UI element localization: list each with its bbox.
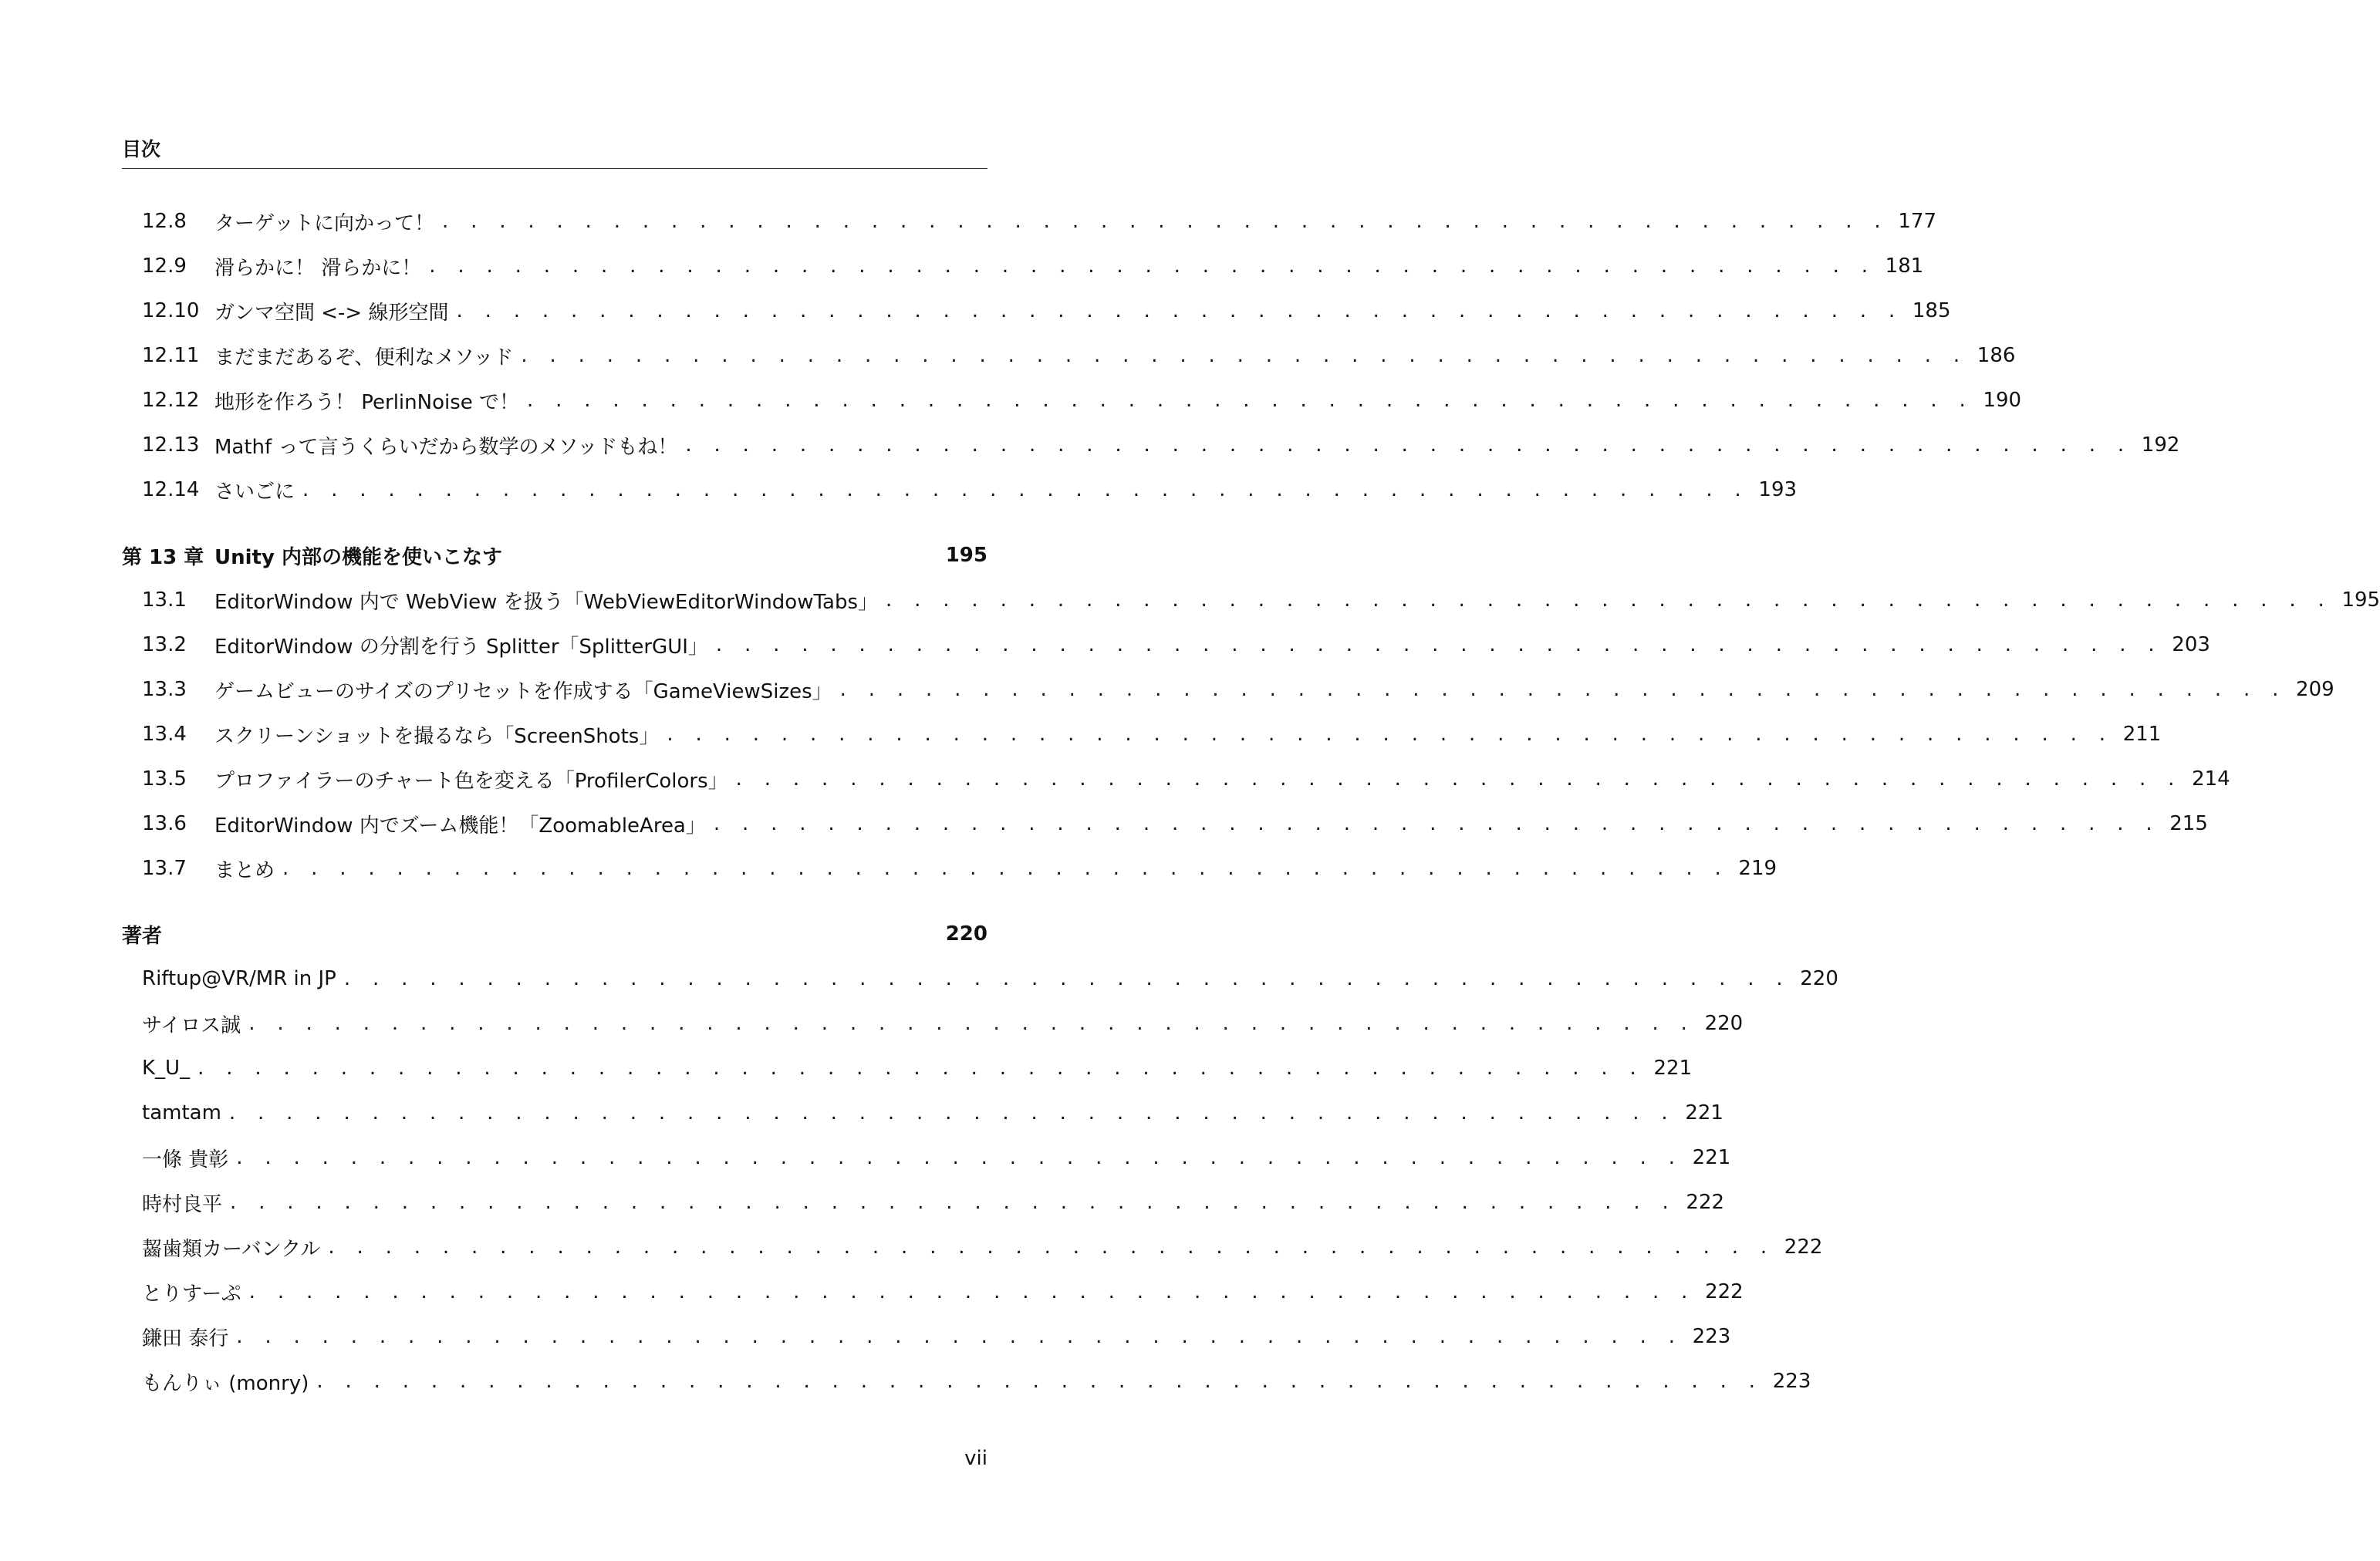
leader-dots: . . . . . . . . . . . . . . . . . . . . . . . . . . . . . . . . . . . . . . . . . . . . . . . . . . . bbox=[441, 210, 1889, 233]
page-number: 211 bbox=[2122, 723, 2162, 746]
page-number: 193 bbox=[1758, 478, 1798, 501]
section-title: スクリーンショットを撮るなら「ScreenShots」 bbox=[214, 724, 660, 748]
toc-chapter-13[interactable] bbox=[122, 533, 987, 578]
section-number: 12.11 bbox=[142, 344, 200, 367]
page-number: 185 bbox=[1912, 299, 1951, 322]
toc-author-entry[interactable] bbox=[122, 1046, 1693, 1091]
toc-entry-13-5[interactable] bbox=[122, 757, 2230, 801]
section-title: EditorWindow の分割を行う Splitter「SplitterGUI」 bbox=[214, 635, 708, 659]
leader-dots: . . . . . . . . . . . . . . . . . . . . . . . . . . . . . . . . . . . . . . . . . . . . . . . . . . . bbox=[527, 389, 1974, 412]
table-of-contents bbox=[122, 199, 2380, 1404]
toc-entry-13-1[interactable] bbox=[122, 578, 2380, 622]
toc-author-entry[interactable] bbox=[122, 1001, 1744, 1046]
toc-author-entry[interactable] bbox=[122, 1091, 1723, 1135]
toc-entry-12-12[interactable] bbox=[122, 378, 2022, 423]
page-number: 177 bbox=[1898, 210, 1936, 233]
toc-entry-12-11[interactable] bbox=[122, 333, 2016, 378]
section-title: Mathf って言うくらいだから数学のメソッドもね！ bbox=[214, 435, 678, 459]
author-name: 齧歯類カーバンクル bbox=[142, 1237, 321, 1261]
page-number: 221 bbox=[1653, 1057, 1693, 1080]
section-title: 地形を作ろう！ PerlinNoise で！ bbox=[214, 390, 520, 414]
toc-entry-13-6[interactable] bbox=[122, 801, 2208, 846]
page-number: 222 bbox=[1705, 1280, 1744, 1303]
leader-dots: . . . . . . . . . . . . . . . . . . . . . . . . . . . . . . . . . . . . . . . . . . . . . . . . . . . bbox=[886, 588, 2333, 612]
page-number: 222 bbox=[1686, 1191, 1725, 1214]
toc-chapter-authors[interactable] bbox=[122, 912, 987, 956]
page-number: 192 bbox=[2141, 433, 2180, 457]
section-title: まだまだあるぞ、便利なメソッド bbox=[214, 346, 514, 369]
section-title: ガンマ空間 <-> 線形空間 bbox=[214, 301, 449, 325]
page-number: 186 bbox=[1977, 344, 2016, 367]
toc-author-entry[interactable] bbox=[122, 1180, 1725, 1225]
toc-author-entry[interactable] bbox=[122, 1135, 1731, 1180]
page-number: 220 bbox=[1704, 1012, 1744, 1035]
leader-dots: . . . . . . . . . . . . . . . . . . . . . . . . . . . . . . . . . . . . . . . . . . . . . . . . . . . bbox=[667, 723, 2114, 746]
section-title: ターゲットに向かって！ bbox=[214, 211, 434, 235]
section-number: 13.1 bbox=[142, 588, 187, 612]
page-header bbox=[122, 134, 987, 169]
toc-entry-12-9[interactable] bbox=[122, 244, 1924, 288]
page-number: 221 bbox=[1685, 1101, 1723, 1124]
page-number: 221 bbox=[1692, 1146, 1731, 1169]
section-number: 12.10 bbox=[142, 299, 200, 322]
section-title: EditorWindow 内でズーム機能！「ZoomableArea」 bbox=[214, 814, 706, 838]
section-number: 13.2 bbox=[142, 633, 187, 656]
section-title: ゲームビューのサイズのプリセットを作成する「GameViewSizes」 bbox=[214, 679, 832, 703]
leader-dots: . . . . . . . . . . . . . . . . . . . . . . . . . . . . . . . . . . . . . . . . . . . . . . . . . . . bbox=[328, 1236, 1775, 1259]
leader-dots: . . . . . . . . . . . . . . . . . . . . . . . . . . . . . . . . . . . . . . . . . . . . . . . . . . . bbox=[248, 1012, 1696, 1035]
leader-dots: . . . . . . . . . . . . . . . . . . . . . . . . . . . . . . . . . . . . . . . . . . . . . . . . . . . bbox=[236, 1146, 1683, 1169]
page-number: 195 bbox=[2341, 588, 2380, 612]
toc-entry-12-8[interactable] bbox=[122, 199, 1936, 244]
leader-dots: . . . . . . . . . . . . . . . . . . . . . . . . . . . . . . . . . . . . . . . . . . . . . . . . . . . bbox=[282, 857, 1730, 880]
toc-author-entry[interactable] bbox=[122, 1269, 1744, 1314]
leader-dots: . . . . . . . . . . . . . . . . . . . . . . . . . . . . . . . . . . . . . . . . . . . . . . . . . . . bbox=[521, 344, 1968, 367]
section-number: 12.8 bbox=[142, 210, 187, 233]
author-name: K_U_ bbox=[142, 1057, 191, 1080]
page-number: 203 bbox=[2172, 633, 2210, 656]
leader-dots: . . . . . . . . . . . . . . . . . . . . . . . . . . . . . . . . . . . . . . . . . . . . . . . . . . . bbox=[228, 1101, 1676, 1124]
section-title: EditorWindow 内で WebView を扱う「WebViewEditorWindowTabs」 bbox=[214, 590, 879, 614]
toc-entry-12-10[interactable] bbox=[122, 288, 1951, 333]
chapter-number: 第 13 章 bbox=[122, 545, 204, 569]
section-number: 13.4 bbox=[142, 723, 187, 746]
toc-author-entry[interactable] bbox=[122, 1314, 1731, 1359]
leader-dots: . . . . . . . . . . . . . . . . . . . . . . . . . . . . . . . . . . . . . . . . . . . . . . . . . . . bbox=[316, 1370, 1764, 1393]
toc-entry-13-4[interactable] bbox=[122, 712, 2162, 757]
page-number: 215 bbox=[2169, 812, 2208, 835]
toc-author-entry[interactable] bbox=[122, 1225, 1823, 1269]
page-number: 209 bbox=[2296, 678, 2334, 701]
author-name: tamtam bbox=[142, 1101, 221, 1124]
section-title: プロファイラーのチャート色を変える「ProfilerColors」 bbox=[214, 769, 728, 793]
section-number: 13.3 bbox=[142, 678, 187, 701]
author-name: とりすーぷ bbox=[142, 1282, 241, 1306]
leader-dots: . . . . . . . . . . . . . . . . . . . . . . . . . . . . . . . . . . . . . . . . . . . . . . . . . . . bbox=[456, 299, 1903, 322]
leader-dots: . . . . . . . . . . . . . . . . . . . . . . . . . . . . . . . . . . . . . . . . . . . . . . . . . . . bbox=[236, 1325, 1683, 1348]
section-number: 12.14 bbox=[142, 478, 200, 501]
toc-entry-13-7[interactable] bbox=[122, 846, 1777, 891]
page-number: 190 bbox=[1983, 389, 2022, 412]
leader-dots: . . . . . . . . . . . . . . . . . . . . . . . . . . . . . . . . . . . . . . . . . . . . . . . . . . . bbox=[429, 255, 1876, 278]
page-number: 219 bbox=[1738, 857, 1777, 880]
leader-dots: . . . . . . . . . . . . . . . . . . . . . . . . . . . . . . . . . . . . . . . . . . . . . . . . . . . bbox=[302, 478, 1750, 501]
section-title: 滑らかに！ 滑らかに！ bbox=[214, 256, 422, 280]
header-title: 目次 bbox=[122, 138, 161, 160]
leader-dots: . . . . . . . . . . . . . . . . . . . . . . . . . . . . . . . . . . . . . . . . . . . . . . . . . . . bbox=[713, 812, 2160, 835]
section-title: さいごに bbox=[214, 480, 295, 504]
toc-entry-12-14[interactable] bbox=[122, 467, 1798, 512]
leader-dots: . . . . . . . . . . . . . . . . . . . . . . . . . . . . . . . . . . . . . . . . . . . . . . . . . . . bbox=[685, 433, 2132, 457]
leader-dots: . . . . . . . . . . . . . . . . . . . . . . . . . . . . . . . . . . . . . . . . . . . . . . . . . . . bbox=[839, 678, 2287, 701]
author-name: 一條 貴彰 bbox=[142, 1148, 229, 1172]
toc-entry-12-13[interactable] bbox=[122, 423, 2180, 467]
toc-entry-13-3[interactable] bbox=[122, 667, 2334, 712]
chapter-title: Unity 内部の機能を使いこなす bbox=[214, 545, 502, 569]
page-number: 220 bbox=[1800, 967, 1838, 990]
section-number: 13.7 bbox=[142, 857, 187, 880]
section-number: 13.5 bbox=[142, 767, 187, 791]
chapter-title: 著者 bbox=[122, 924, 163, 948]
author-name: 鎌田 泰行 bbox=[142, 1327, 229, 1350]
section-number: 12.13 bbox=[142, 433, 200, 457]
leader-dots: . . . . . . . . . . . . . . . . . . . . . . . . . . . . . . . . . . . . . . . . . . . . . . . . . . . bbox=[715, 633, 2162, 656]
page-number: 181 bbox=[1885, 255, 1924, 278]
section-title: まとめ bbox=[214, 858, 275, 882]
section-number: 12.12 bbox=[142, 389, 200, 412]
page-number: 222 bbox=[1784, 1236, 1823, 1259]
author-name: Riftup@VR/MR in JP bbox=[142, 967, 336, 990]
author-name: 時村良平 bbox=[142, 1192, 223, 1216]
page-folio: vii bbox=[964, 1447, 987, 1470]
page-number: 223 bbox=[1772, 1370, 1811, 1393]
leader-dots: . . . . . . . . . . . . . . . . . . . . . . . . . . . . . . . . . . . . . . . . . . . . . . . . . . . bbox=[197, 1057, 1645, 1080]
section-number: 12.9 bbox=[142, 255, 187, 278]
leader-dots: . . . . . . . . . . . . . . . . . . . . . . . . . . . . . . . . . . . . . . . . . . . . . . . . . . . bbox=[230, 1191, 1677, 1214]
toc-author-entry[interactable] bbox=[122, 956, 1838, 1001]
section-number: 13.6 bbox=[142, 812, 187, 835]
author-name: もんりぃ (monry) bbox=[142, 1371, 309, 1395]
leader-dots: . . . . . . . . . . . . . . . . . . . . . . . . . . . . . . . . . . . . . . . . . . . . . . . . . . . bbox=[248, 1280, 1696, 1303]
author-name: サイロス誠 bbox=[142, 1013, 241, 1037]
chapter-page-number: 195 bbox=[945, 544, 987, 567]
leader-dots: . . . . . . . . . . . . . . . . . . . . . . . . . . . . . . . . . . . . . . . . . . . . . . . . . . . bbox=[343, 967, 1791, 990]
page-number: 214 bbox=[2192, 767, 2230, 791]
leader-dots: . . . . . . . . . . . . . . . . . . . . . . . . . . . . . . . . . . . . . . . . . . . . . . . . . . . bbox=[735, 767, 2183, 791]
page-number: 223 bbox=[1692, 1325, 1731, 1348]
toc-author-entry[interactable] bbox=[122, 1359, 1811, 1404]
toc-entry-13-2[interactable] bbox=[122, 622, 2210, 667]
chapter-page-number: 220 bbox=[945, 922, 987, 946]
